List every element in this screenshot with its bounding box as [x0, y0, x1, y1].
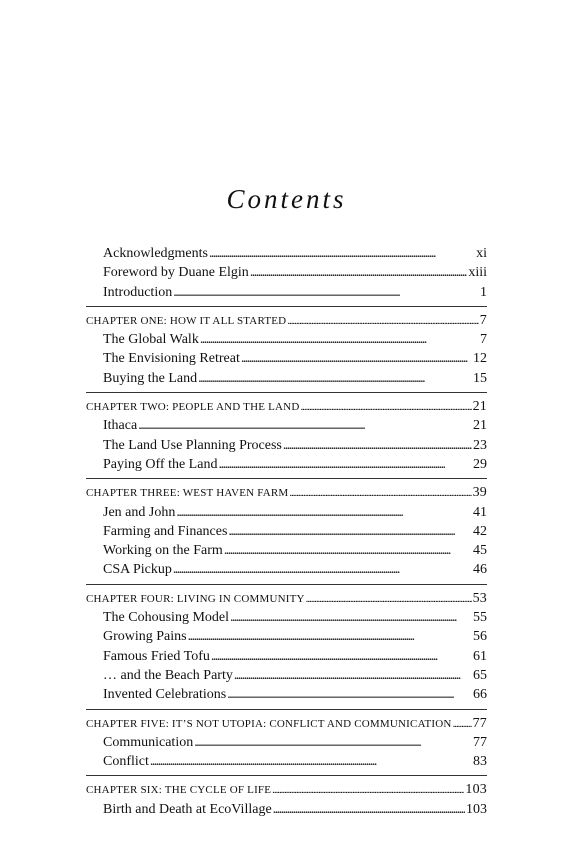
dot-leader [194, 733, 472, 752]
page-number: 55 [473, 610, 487, 626]
entry-title: Ithaca [103, 418, 138, 434]
toc-entry-row [86, 541, 487, 560]
toc-section [86, 392, 487, 475]
page-number: 61 [473, 648, 487, 664]
dot-leader [228, 522, 472, 541]
dot-leader [306, 590, 472, 609]
dot-leader [211, 647, 472, 666]
page-number: 77 [472, 715, 487, 731]
toc-entry-row [86, 685, 487, 704]
dot-leader [234, 666, 472, 685]
dot-leader [300, 398, 471, 417]
dot-leader [188, 627, 472, 646]
dot-leader [227, 685, 472, 704]
toc-entry-row [86, 455, 487, 474]
dot-leader [218, 455, 472, 474]
entry-title: Working on the Farm [103, 543, 223, 559]
dot-leader [230, 608, 472, 627]
toc-section [86, 709, 487, 773]
toc-section [86, 241, 487, 303]
toc-entry-row [86, 416, 487, 435]
toc-chapter-row [86, 780, 487, 799]
toc-section [86, 478, 487, 580]
page-number: 29 [473, 456, 487, 472]
toc-chapter-row [86, 397, 487, 416]
toc-entry-row [86, 503, 487, 522]
chapter-title: CHAPTER SIX: THE CYCLE OF LIFE [86, 784, 272, 797]
dot-leader [241, 349, 472, 368]
toc-entry-row [86, 330, 487, 349]
page-title: Contents [226, 184, 347, 214]
dot-leader [138, 416, 472, 435]
entry-title: Farming and Finances [103, 523, 228, 539]
toc-entry-row [86, 608, 487, 627]
page-number: 46 [473, 562, 487, 578]
toc-section [86, 584, 487, 706]
dot-leader [250, 263, 468, 282]
toc-section [86, 306, 487, 389]
toc-entry-row [86, 283, 487, 302]
toc-entry-row [86, 752, 487, 771]
chapter-title: CHAPTER ONE: HOW IT ALL STARTED [86, 314, 287, 327]
toc-entry-row [86, 733, 487, 752]
toc-entry-row [86, 647, 487, 666]
toc-chapter-row [86, 483, 487, 502]
toc-entry-row [86, 560, 487, 579]
page-number: 41 [473, 504, 487, 520]
dot-leader [453, 715, 472, 734]
page-number: 83 [473, 754, 487, 770]
page-number: 39 [472, 485, 487, 501]
dot-leader [173, 283, 479, 302]
page-number: 66 [473, 687, 487, 703]
dot-leader [283, 436, 472, 455]
entry-title: Communication [103, 734, 194, 750]
page-number: 103 [465, 782, 487, 798]
dot-leader [198, 369, 472, 388]
entry-title: The Cohousing Model [103, 610, 229, 626]
entry-title: Paying Off the Land [103, 456, 218, 472]
toc-entry-row [86, 263, 487, 282]
chapter-title: CHAPTER THREE: WEST HAVEN FARM [86, 487, 289, 500]
entry-title: CSA Pickup [103, 562, 172, 578]
dot-leader [289, 484, 471, 503]
dot-leader [287, 312, 478, 331]
entry-title: Jen and John [103, 504, 176, 520]
dot-leader [150, 752, 472, 771]
entry-title: Growing Pains [103, 629, 187, 645]
entry-title: Buying the Land [103, 370, 198, 386]
page-number: 7 [480, 332, 487, 348]
chapter-title: CHAPTER FOUR: LIVING IN COMMUNITY [86, 592, 305, 605]
dot-leader [224, 541, 472, 560]
entry-title: The Global Walk [103, 332, 199, 348]
page-number: 56 [473, 629, 487, 645]
entry-title: … and the Beach Party [103, 667, 233, 683]
page-number: 53 [472, 590, 487, 606]
entry-title: Acknowledgments [103, 246, 208, 261]
page-number: 45 [473, 543, 487, 559]
page-number: 65 [473, 667, 487, 683]
chapter-title: CHAPTER TWO: PEOPLE AND THE LAND [86, 401, 300, 414]
entry-title: Birth and Death at EcoVillage [103, 801, 272, 817]
dot-leader [176, 503, 472, 522]
page-number: 103 [466, 801, 487, 817]
entry-title: Invented Celebrations [103, 687, 227, 703]
dot-leader [209, 244, 475, 263]
entry-title: Foreword by Duane Elgin [103, 265, 249, 281]
dot-leader [272, 781, 464, 800]
page-number: 42 [473, 523, 487, 539]
page-number: 1 [480, 284, 487, 300]
page-number: 23 [473, 437, 487, 453]
page-number: 21 [472, 399, 487, 415]
toc-entry-row [86, 369, 487, 388]
toc-entry-row [86, 627, 487, 646]
toc-entry-row [86, 349, 487, 368]
toc-entry-row [86, 244, 487, 263]
page-number: 77 [473, 734, 487, 750]
entry-title: Conflict [103, 754, 149, 770]
entry-title: The Land Use Planning Process [103, 437, 282, 453]
dot-leader [273, 800, 465, 819]
entry-title: The Envisioning Retreat [103, 351, 240, 367]
toc-chapter-row [86, 589, 487, 608]
toc-chapter-row [86, 311, 487, 330]
dot-leader [200, 330, 479, 349]
page-number: 21 [473, 418, 487, 434]
page-number: 15 [473, 370, 487, 386]
table-of-contents [86, 241, 487, 820]
chapter-title: CHAPTER FIVE: IT’S NOT UTOPIA: CONFLICT AND COMMUNICATION [86, 717, 452, 730]
page-number: 12 [473, 351, 487, 367]
toc-chapter-row [86, 714, 487, 733]
toc-entry-row [86, 800, 487, 819]
toc-entry-row [86, 522, 487, 541]
dot-leader [173, 560, 472, 579]
toc-section [86, 775, 487, 820]
page-number: 7 [479, 312, 487, 328]
toc-entry-row [86, 436, 487, 455]
toc-entry-row [86, 666, 487, 685]
entry-title: Introduction [103, 284, 173, 300]
page-number: xi [476, 246, 487, 261]
page-number: xiii [468, 265, 487, 281]
entry-title: Famous Fried Tofu [103, 648, 210, 664]
